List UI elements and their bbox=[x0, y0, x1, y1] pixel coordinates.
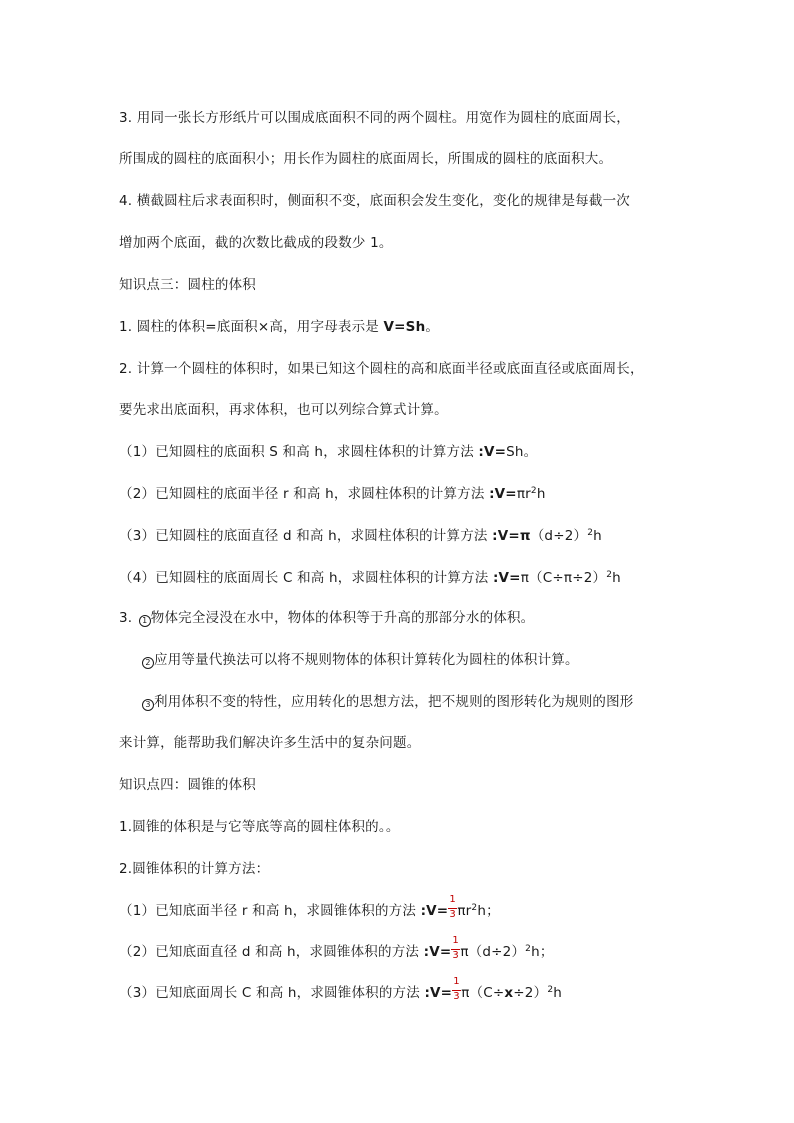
formula-span: h bbox=[612, 570, 621, 586]
fraction-one-third bbox=[452, 976, 461, 1003]
method-2-line bbox=[119, 484, 546, 504]
fraction-denominator: 3 bbox=[452, 950, 459, 961]
formula-span: π（d÷2） bbox=[460, 944, 526, 960]
formula-span: :V= bbox=[492, 570, 521, 586]
fraction-one-third bbox=[448, 894, 457, 921]
text-span: 3. bbox=[119, 610, 137, 626]
formula-span: :V= bbox=[423, 944, 452, 960]
superscript: 2 bbox=[547, 985, 554, 995]
fraction-numerator: 1 bbox=[453, 976, 460, 987]
text-span: 物体完全浸没在水中，物体的体积等于升高的那部分水的体积。 bbox=[150, 610, 535, 626]
section-heading-3: 知识点三：圆柱的体积 bbox=[119, 277, 256, 293]
text-span: （4）已知圆柱的底面周长 C 和高 h，求圆柱体积的计算方法 bbox=[119, 570, 493, 586]
circled-number-icon bbox=[137, 608, 151, 628]
formula-span: x bbox=[504, 985, 514, 1001]
formula-span: （d÷2） bbox=[530, 528, 588, 544]
paragraph-line: 增加两个底面，截的次数比截成的段数少 1。 bbox=[119, 235, 393, 251]
fraction-denominator: 3 bbox=[453, 991, 460, 1002]
point-3-line bbox=[140, 650, 579, 670]
paragraph-line: 要先求出底面积，再求体积，也可以列综合算式计算。 bbox=[119, 402, 448, 418]
method-4-line bbox=[119, 568, 621, 588]
method-3-line bbox=[119, 526, 602, 546]
paragraph-line: 3. 用同一张长方形纸片可以围成底面积不同的两个圆柱。用宽作为圆柱的底面周长， bbox=[119, 110, 630, 126]
text-span: （2）已知圆柱的底面半径 r 和高 h，求圆柱体积的计算方法 bbox=[119, 486, 490, 502]
paragraph-line: 2.圆锥体积的计算方法： bbox=[119, 861, 270, 877]
paragraph-line: 4. 横截圆柱后求表面积时，侧面积不变，底面积会发生变化，变化的规律是每截一次 bbox=[119, 193, 630, 209]
cone-method-3-line bbox=[119, 976, 563, 1003]
circled-number: 1 bbox=[139, 615, 151, 627]
text-span: （1）已知圆柱的底面积 S 和高 h，求圆柱体积的计算方法 bbox=[119, 444, 479, 460]
formula-span: Sh。 bbox=[506, 444, 538, 460]
circled-number-icon bbox=[140, 650, 154, 670]
method-1-line bbox=[119, 442, 537, 462]
formula-span: :V=π bbox=[492, 528, 531, 544]
superscript: 2 bbox=[471, 903, 478, 913]
formula-span: :V= bbox=[424, 985, 453, 1001]
text-span: 。 bbox=[425, 319, 440, 335]
circled-number-icon bbox=[140, 692, 154, 712]
circled-number: 2 bbox=[142, 657, 154, 669]
formula-span: :V= bbox=[420, 903, 449, 919]
circled-number: 3 bbox=[142, 699, 154, 711]
formula-span: π（C÷π÷2） bbox=[520, 570, 607, 586]
superscript: 2 bbox=[525, 944, 532, 954]
text-span: （2）已知底面直径 d 和高 h，求圆锥体积的方法 bbox=[119, 944, 424, 960]
section-heading-4: 知识点四：圆锥的体积 bbox=[119, 777, 256, 793]
point-3-line bbox=[140, 692, 634, 712]
formula-span: h bbox=[593, 528, 602, 544]
superscript: 2 bbox=[530, 486, 537, 496]
formula-span: h； bbox=[531, 944, 554, 960]
paragraph-line: 所围成的圆柱的底面积小；用长作为圆柱的底面周长，所围成的圆柱的底面积大。 bbox=[119, 151, 613, 167]
superscript: 2 bbox=[587, 528, 594, 538]
formula-span: πr bbox=[516, 486, 531, 502]
formula-span: V=Sh bbox=[383, 319, 426, 335]
formula-span: :V= bbox=[478, 444, 507, 460]
text-span: （3）已知圆柱的底面直径 d 和高 h，求圆柱体积的计算方法 bbox=[119, 528, 493, 544]
formula-span: h bbox=[536, 486, 546, 502]
point-3-line bbox=[119, 608, 534, 628]
text-span: 利用体积不变的特性，应用转化的思想方法，把不规则的图形转化为规则的图形 bbox=[154, 694, 634, 710]
paragraph-line: 1.圆锥的体积是与它等底等高的圆柱体积的。。 bbox=[119, 819, 400, 835]
formula-span: h； bbox=[477, 903, 500, 919]
superscript: 2 bbox=[606, 570, 613, 580]
cone-method-2-line bbox=[119, 935, 554, 962]
text-span: （1）已知底面半径 r 和高 h，求圆锥体积的方法 bbox=[119, 903, 421, 919]
text-span: 1. 圆柱的体积=底面积×高，用字母表示是 bbox=[119, 319, 384, 335]
fraction-denominator: 3 bbox=[449, 909, 456, 920]
text-span: （3）已知底面周长 C 和高 h，求圆锥体积的方法 bbox=[119, 985, 425, 1001]
cylinder-volume-formula-line bbox=[119, 317, 439, 337]
fraction-numerator: 1 bbox=[449, 894, 456, 905]
fraction-numerator: 1 bbox=[452, 935, 459, 946]
formula-span: πr bbox=[457, 903, 472, 919]
text-span: 应用等量代换法可以将不规则物体的体积计算转化为圆柱的体积计算。 bbox=[154, 652, 579, 668]
fraction-one-third bbox=[451, 935, 460, 962]
paragraph-line: 2. 计算一个圆柱的体积时，如果已知这个圆柱的高和底面半径或底面直径或底面周长， bbox=[119, 361, 644, 377]
formula-span: h bbox=[553, 985, 563, 1001]
formula-span: ÷2） bbox=[513, 985, 548, 1001]
formula-span: π（C÷ bbox=[461, 985, 505, 1001]
cone-method-1-line bbox=[119, 894, 500, 921]
paragraph-line: 来计算，能帮助我们解决许多生活中的复杂问题。 bbox=[119, 735, 421, 751]
formula-span: :V= bbox=[489, 486, 517, 502]
